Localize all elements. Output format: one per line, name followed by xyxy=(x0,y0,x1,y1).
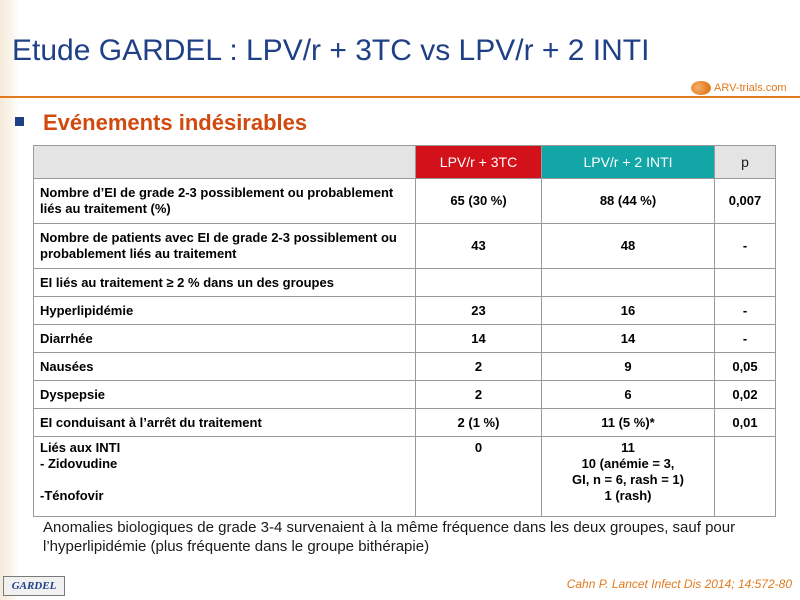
cell-p-value: - xyxy=(715,325,776,353)
cell-lpv-2inti xyxy=(542,269,715,297)
row-label: Dyspepsie xyxy=(34,381,416,409)
cell-lpv-2inti: 88 (44 %) xyxy=(542,179,715,224)
cell-p-value: - xyxy=(715,297,776,325)
row-label: Diarrhée xyxy=(34,325,416,353)
gardel-badge: GARDEL xyxy=(3,576,65,596)
cell-lpv-3tc: 0 xyxy=(416,437,542,517)
cell-lpv-3tc: 2 xyxy=(416,381,542,409)
cell-lpv-2inti: 9 xyxy=(542,353,715,381)
cell-lpv-3tc: 14 xyxy=(416,325,542,353)
table-row xyxy=(34,353,776,381)
table-row xyxy=(34,297,776,325)
footnote: Anomalies biologiques de grade 3-4 survenaient à la même fréquence dans les deux groupes, sauf pour l’hyperlipidémie (plus fréquente dans le groupe bithérapie) xyxy=(43,519,736,555)
row-label-line: - Zidovudine xyxy=(40,456,118,471)
cell-p-value: 0,02 xyxy=(715,381,776,409)
row-label-line: Liés aux INTI xyxy=(40,440,121,455)
table-row xyxy=(34,269,776,297)
table-row xyxy=(34,409,776,437)
cell-p-value: 0,05 xyxy=(715,353,776,381)
cell-p-value xyxy=(715,437,776,517)
cell-lpv-3tc: 2 xyxy=(416,353,542,381)
cell-lpv-3tc xyxy=(416,269,542,297)
table-header-row xyxy=(34,146,776,179)
cell-p-value: 0,007 xyxy=(715,179,776,224)
cell-p-value: 0,01 xyxy=(715,409,776,437)
cell-line: GI, n = 6, rash = 1) xyxy=(572,472,684,487)
table-row xyxy=(34,224,776,269)
header-blank xyxy=(34,146,416,179)
header-p-value: p xyxy=(715,146,776,179)
section-title: Evénements indésirables xyxy=(43,110,308,135)
table-row xyxy=(34,325,776,353)
square-bullet-icon xyxy=(15,117,24,126)
table-row xyxy=(34,437,776,517)
table-row xyxy=(34,381,776,409)
cell-lpv-3tc: 65 (30 %) xyxy=(416,179,542,224)
slide-title: Etude GARDEL : LPV/r + 3TC vs LPV/r + 2 INTI xyxy=(12,34,650,67)
row-label: Nausées xyxy=(34,353,416,381)
row-label: Nombre d’EI de grade 2-3 possiblement ou probablement liés au traitement (%) xyxy=(34,179,416,224)
cell-lpv-2inti: 16 xyxy=(542,297,715,325)
spacer xyxy=(40,472,409,488)
citation: Cahn P. Lancet Infect Dis 2014; 14:572-80 xyxy=(566,577,792,591)
arv-trials-logo-icon xyxy=(691,81,711,95)
table-row xyxy=(34,179,776,224)
cell-lpv-2inti: 11 (5 %)* xyxy=(542,409,715,437)
cell-lpv-3tc: 43 xyxy=(416,224,542,269)
row-label: EI liés au traitement ≥ 2 % dans un des groupes xyxy=(34,269,416,297)
adverse-events-table xyxy=(33,145,776,517)
cell-p-value xyxy=(715,269,776,297)
cell-lpv-3tc: 23 xyxy=(416,297,542,325)
row-label: Hyperlipidémie xyxy=(34,297,416,325)
header-lpv-2inti: LPV/r + 2 INTI xyxy=(542,146,715,179)
header-lpv-3tc: LPV/r + 3TC xyxy=(416,146,542,179)
cell-lpv-2inti: 48 xyxy=(542,224,715,269)
cell-line: 10 (anémie = 3, xyxy=(581,456,675,471)
logo-text: ARV-trials.com xyxy=(714,82,787,94)
row-label: Nombre de patients avec EI de grade 2-3 possiblement ou probablement liés au traitement xyxy=(34,224,416,269)
title-divider xyxy=(0,96,800,98)
row-label: EI conduisant à l’arrêt du traitement xyxy=(34,409,416,437)
cell-lpv-2inti: 6 xyxy=(542,381,715,409)
row-label xyxy=(34,437,416,517)
cell-lpv-2inti: 14 xyxy=(542,325,715,353)
cell-line: 1 (rash) xyxy=(604,488,652,503)
cell-line: 11 xyxy=(621,440,635,455)
cell-lpv-2inti xyxy=(542,437,715,517)
row-label-line: -Ténofovir xyxy=(40,488,104,503)
left-decoration xyxy=(0,0,18,600)
arv-trials-logo xyxy=(691,78,787,98)
cell-p-value: - xyxy=(715,224,776,269)
cell-lpv-3tc: 2 (1 %) xyxy=(416,409,542,437)
